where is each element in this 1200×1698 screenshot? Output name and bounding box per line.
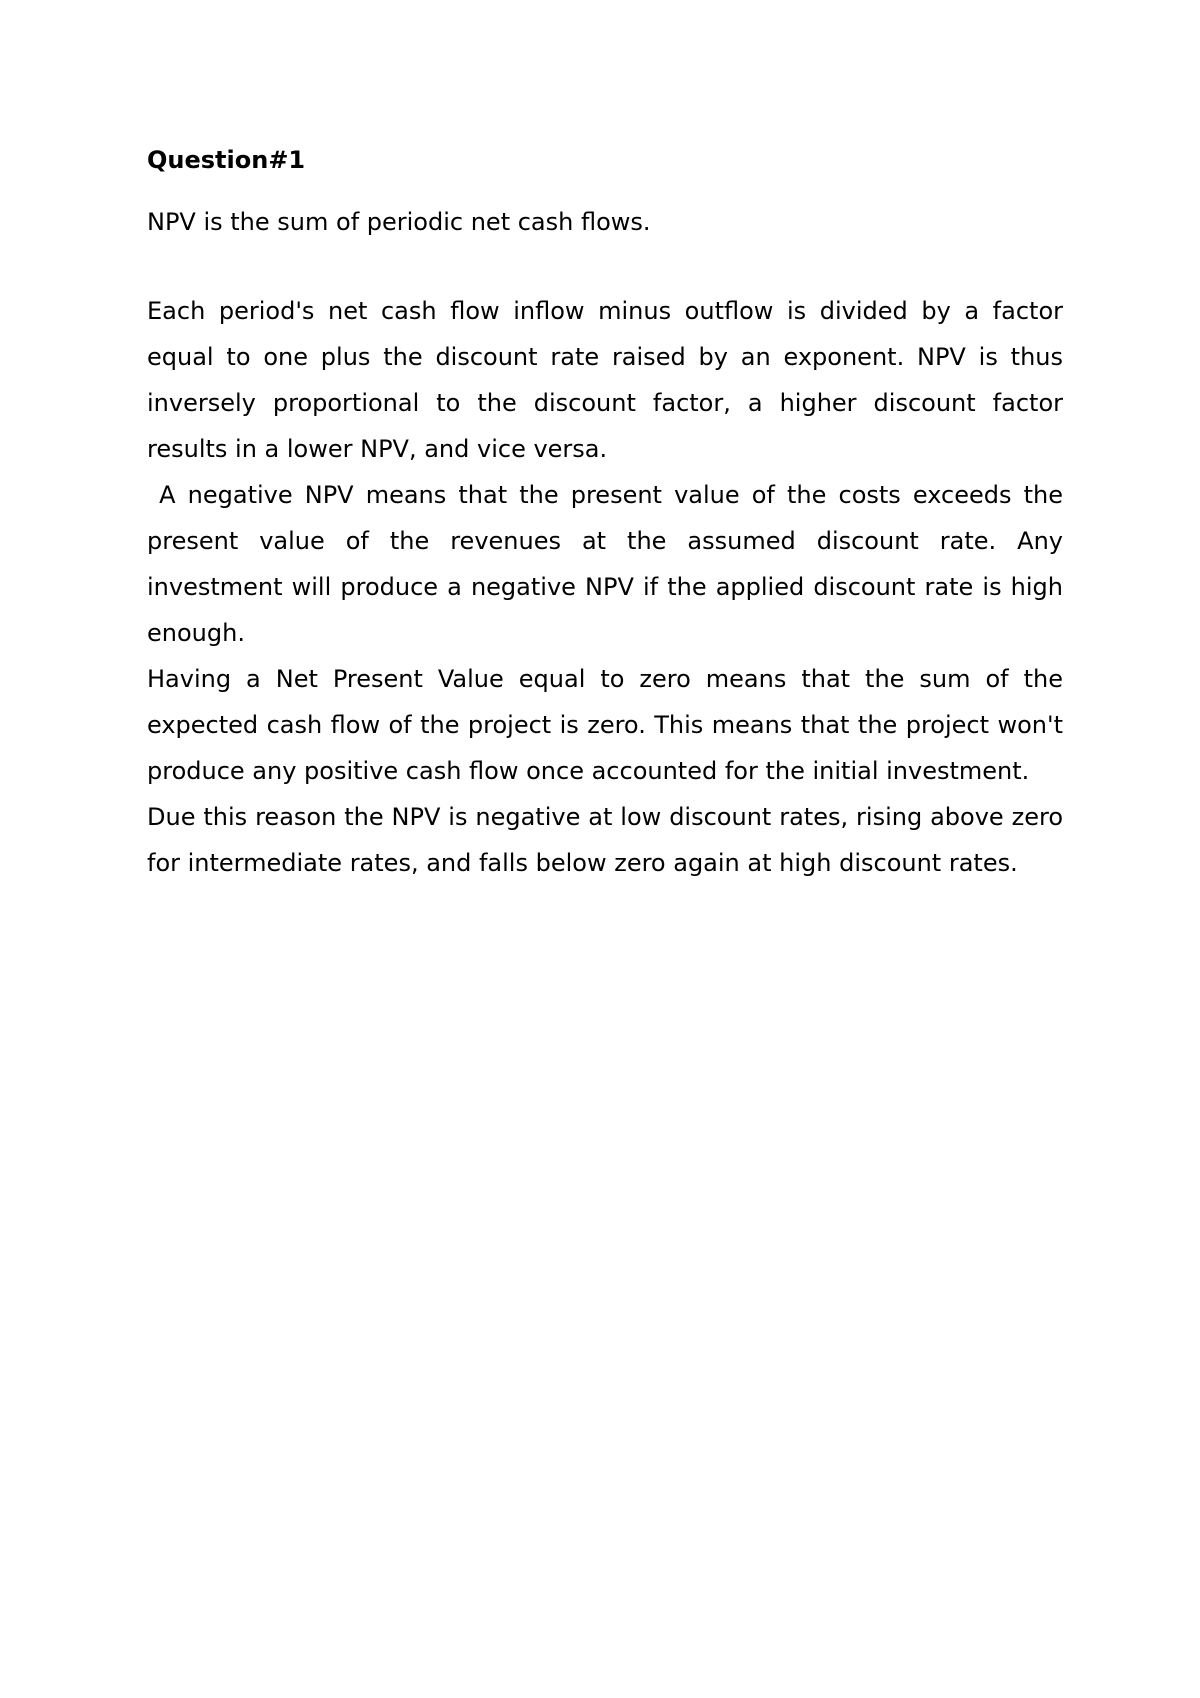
paragraph-zero-npv: Having a Net Present Value equal to zero means that the sum of the expected cash flow of the project is zero. This means that the project won't produce any positive cash flow once accounted for the initial investment. <box>147 665 1071 785</box>
paragraph-discount-factor: Each period's net cash flow inflow minus outflow is divided by a factor equal to one plus the discount rate raised by an exponent. NPV is thus inversely proportional to the discount factor, a higher discount factor results in a lower NPV, and vice versa. <box>147 297 1071 463</box>
paragraph-negative-npv: A negative NPV means that the present value of the costs exceeds the present value of the revenues at the assumed discount rate. Any investment will produce a negative NPV if the applied discount rate is high enough. <box>147 481 1071 647</box>
intro-sentence: NPV is the sum of periodic net cash flows. <box>147 208 651 236</box>
document-body <box>147 142 1071 886</box>
paragraph-conclusion: Due this reason the NPV is negative at low discount rates, rising above zero for intermediate rates, and falls below zero again at high discount rates. <box>147 803 1071 877</box>
question-heading: Question#1 <box>147 146 306 174</box>
